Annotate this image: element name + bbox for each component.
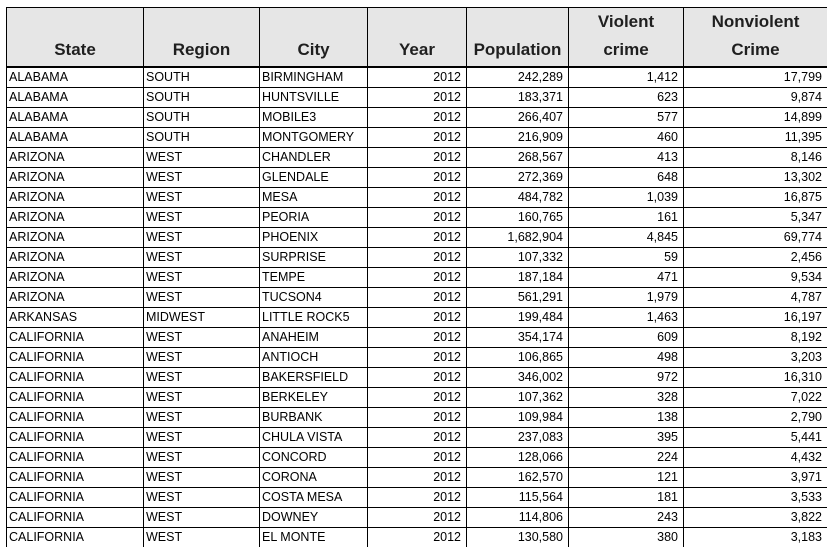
region-cell[interactable]: WEST	[144, 488, 260, 508]
population-cell[interactable]: 130,580	[467, 528, 569, 547]
population-cell[interactable]: 160,765	[467, 208, 569, 228]
nonviolent-crime-cell[interactable]: 3,971	[684, 468, 827, 488]
population-cell[interactable]: 216,909	[467, 128, 569, 148]
nonviolent-crime-cell[interactable]: 11,395	[684, 128, 827, 148]
table-row	[7, 468, 827, 488]
state-cell[interactable]: ARIZONA	[7, 268, 144, 288]
population-cell[interactable]: 242,289	[467, 67, 569, 88]
population-cell[interactable]: 107,362	[467, 388, 569, 408]
table-body	[7, 67, 827, 547]
year-cell[interactable]: 2012	[368, 128, 467, 148]
year-cell[interactable]: 2012	[368, 288, 467, 308]
table-row	[7, 128, 827, 148]
violent-crime-cell[interactable]: 161	[569, 208, 684, 228]
nonviolent-crime-cell[interactable]: 2,790	[684, 408, 827, 428]
nonviolent-crime-cell[interactable]: 4,432	[684, 448, 827, 468]
header-label-line1: Nonviolent	[711, 12, 800, 31]
state-cell[interactable]: CALIFORNIA	[7, 408, 144, 428]
city-cell[interactable]: TUCSON4	[260, 288, 368, 308]
state-cell[interactable]: CALIFORNIA	[7, 508, 144, 528]
region-cell[interactable]: SOUTH	[144, 67, 260, 88]
population-cell[interactable]: 128,066	[467, 448, 569, 468]
table-row	[7, 348, 827, 368]
table-row	[7, 428, 827, 448]
header-label-line2: City	[297, 40, 330, 59]
region-cell[interactable]: WEST	[144, 388, 260, 408]
violent-crime-cell[interactable]: 1,979	[569, 288, 684, 308]
state-cell[interactable]: CALIFORNIA	[7, 328, 144, 348]
header-label-line2: Crime	[731, 40, 780, 59]
table-row	[7, 408, 827, 428]
nonviolent-crime-cell[interactable]: 16,875	[684, 188, 827, 208]
header-cell-state[interactable]	[7, 8, 144, 68]
violent-crime-cell[interactable]: 181	[569, 488, 684, 508]
header-cell-year[interactable]	[368, 8, 467, 68]
state-cell[interactable]: ARIZONA	[7, 228, 144, 248]
header-row	[7, 8, 827, 68]
region-cell[interactable]: SOUTH	[144, 128, 260, 148]
year-cell[interactable]: 2012	[368, 388, 467, 408]
nonviolent-crime-cell[interactable]: 5,441	[684, 428, 827, 448]
violent-crime-cell[interactable]: 1,412	[569, 67, 684, 88]
nonviolent-crime-cell[interactable]: 2,456	[684, 248, 827, 268]
violent-crime-cell[interactable]: 471	[569, 268, 684, 288]
city-cell[interactable]: DOWNEY	[260, 508, 368, 528]
table-row	[7, 108, 827, 128]
data-table	[6, 7, 827, 547]
state-cell[interactable]: CALIFORNIA	[7, 528, 144, 547]
city-cell[interactable]: ANAHEIM	[260, 328, 368, 348]
violent-crime-cell[interactable]: 972	[569, 368, 684, 388]
header-cell-population[interactable]	[467, 8, 569, 68]
header-label-line1: Violent	[597, 12, 655, 31]
year-cell[interactable]: 2012	[368, 308, 467, 328]
region-cell[interactable]: WEST	[144, 368, 260, 388]
table-row	[7, 148, 827, 168]
population-cell[interactable]: 272,369	[467, 168, 569, 188]
region-cell[interactable]: WEST	[144, 168, 260, 188]
header-label-line2: Year	[399, 40, 435, 59]
state-cell[interactable]: ARIZONA	[7, 148, 144, 168]
region-cell[interactable]: SOUTH	[144, 108, 260, 128]
nonviolent-crime-cell[interactable]: 16,310	[684, 368, 827, 388]
state-cell[interactable]: CALIFORNIA	[7, 428, 144, 448]
violent-crime-cell[interactable]: 328	[569, 388, 684, 408]
region-cell[interactable]: WEST	[144, 348, 260, 368]
table-row	[7, 248, 827, 268]
violent-crime-cell[interactable]: 380	[569, 528, 684, 547]
city-cell[interactable]: CORONA	[260, 468, 368, 488]
year-cell[interactable]: 2012	[368, 268, 467, 288]
header-cell-nonviolent-crime[interactable]	[684, 8, 827, 68]
nonviolent-crime-cell[interactable]: 5,347	[684, 208, 827, 228]
year-cell[interactable]: 2012	[368, 448, 467, 468]
table-row	[7, 528, 827, 547]
year-cell[interactable]: 2012	[368, 148, 467, 168]
violent-crime-cell[interactable]: 648	[569, 168, 684, 188]
region-cell[interactable]: WEST	[144, 228, 260, 248]
population-cell[interactable]: 183,371	[467, 88, 569, 108]
year-cell[interactable]: 2012	[368, 67, 467, 88]
table-row	[7, 228, 827, 248]
year-cell[interactable]: 2012	[368, 528, 467, 547]
state-cell[interactable]: ARIZONA	[7, 288, 144, 308]
region-cell[interactable]: WEST	[144, 508, 260, 528]
city-cell[interactable]: HUNTSVILLE	[260, 88, 368, 108]
state-cell[interactable]: CALIFORNIA	[7, 488, 144, 508]
header-cell-violent-crime[interactable]	[569, 8, 684, 68]
city-cell[interactable]: GLENDALE	[260, 168, 368, 188]
nonviolent-crime-cell[interactable]: 8,192	[684, 328, 827, 348]
header-label-line2: crime	[603, 40, 649, 59]
table-row	[7, 168, 827, 188]
region-cell[interactable]: WEST	[144, 528, 260, 547]
city-cell[interactable]: BERKELEY	[260, 388, 368, 408]
table-row	[7, 328, 827, 348]
population-cell[interactable]: 199,484	[467, 308, 569, 328]
year-cell[interactable]: 2012	[368, 368, 467, 388]
nonviolent-crime-cell[interactable]: 14,899	[684, 108, 827, 128]
region-cell[interactable]: WEST	[144, 288, 260, 308]
table-row	[7, 508, 827, 528]
region-cell[interactable]: MIDWEST	[144, 308, 260, 328]
nonviolent-crime-cell[interactable]: 9,534	[684, 268, 827, 288]
state-cell[interactable]: ARKANSAS	[7, 308, 144, 328]
violent-crime-cell[interactable]: 498	[569, 348, 684, 368]
city-cell[interactable]: PHOENIX	[260, 228, 368, 248]
year-cell[interactable]: 2012	[368, 508, 467, 528]
violent-crime-cell[interactable]: 609	[569, 328, 684, 348]
violent-crime-cell[interactable]: 460	[569, 128, 684, 148]
year-cell[interactable]: 2012	[368, 488, 467, 508]
year-cell[interactable]: 2012	[368, 228, 467, 248]
state-cell[interactable]: ALABAMA	[7, 88, 144, 108]
year-cell[interactable]: 2012	[368, 328, 467, 348]
violent-crime-cell[interactable]: 623	[569, 88, 684, 108]
nonviolent-crime-cell[interactable]: 69,774	[684, 228, 827, 248]
nonviolent-crime-cell[interactable]: 16,197	[684, 308, 827, 328]
state-cell[interactable]: CALIFORNIA	[7, 388, 144, 408]
violent-crime-cell[interactable]: 138	[569, 408, 684, 428]
year-cell[interactable]: 2012	[368, 408, 467, 428]
nonviolent-crime-cell[interactable]: 8,146	[684, 148, 827, 168]
state-cell[interactable]: ARIZONA	[7, 188, 144, 208]
state-cell[interactable]: ARIZONA	[7, 248, 144, 268]
city-cell[interactable]: BAKERSFIELD	[260, 368, 368, 388]
year-cell[interactable]: 2012	[368, 428, 467, 448]
violent-crime-cell[interactable]: 577	[569, 108, 684, 128]
nonviolent-crime-cell[interactable]: 13,302	[684, 168, 827, 188]
nonviolent-crime-cell[interactable]: 4,787	[684, 288, 827, 308]
year-cell[interactable]: 2012	[368, 88, 467, 108]
population-cell[interactable]: 346,002	[467, 368, 569, 388]
region-cell[interactable]: WEST	[144, 428, 260, 448]
population-cell[interactable]: 354,174	[467, 328, 569, 348]
violent-crime-cell[interactable]: 121	[569, 468, 684, 488]
nonviolent-crime-cell[interactable]: 3,183	[684, 528, 827, 547]
region-cell[interactable]: WEST	[144, 468, 260, 488]
population-cell[interactable]: 187,184	[467, 268, 569, 288]
city-cell[interactable]: TEMPE	[260, 268, 368, 288]
city-cell[interactable]: BIRMINGHAM	[260, 67, 368, 88]
city-cell[interactable]: COSTA MESA	[260, 488, 368, 508]
city-cell[interactable]: PEORIA	[260, 208, 368, 228]
city-cell[interactable]: CHULA VISTA	[260, 428, 368, 448]
state-cell[interactable]: CALIFORNIA	[7, 448, 144, 468]
violent-crime-cell[interactable]: 224	[569, 448, 684, 468]
violent-crime-cell[interactable]: 4,845	[569, 228, 684, 248]
region-cell[interactable]: WEST	[144, 208, 260, 228]
violent-crime-cell[interactable]: 413	[569, 148, 684, 168]
region-cell[interactable]: WEST	[144, 408, 260, 428]
city-cell[interactable]: CONCORD	[260, 448, 368, 468]
violent-crime-cell[interactable]: 1,463	[569, 308, 684, 328]
state-cell[interactable]: ALABAMA	[7, 128, 144, 148]
region-cell[interactable]: WEST	[144, 188, 260, 208]
table-row	[7, 448, 827, 468]
region-cell[interactable]: SOUTH	[144, 88, 260, 108]
table-row	[7, 288, 827, 308]
table-row	[7, 88, 827, 108]
city-cell[interactable]: EL MONTE	[260, 528, 368, 547]
year-cell[interactable]: 2012	[368, 468, 467, 488]
year-cell[interactable]: 2012	[368, 108, 467, 128]
city-cell[interactable]: MESA	[260, 188, 368, 208]
population-cell[interactable]: 114,806	[467, 508, 569, 528]
population-cell[interactable]: 109,984	[467, 408, 569, 428]
year-cell[interactable]: 2012	[368, 168, 467, 188]
region-cell[interactable]: WEST	[144, 148, 260, 168]
city-cell[interactable]: MONTGOMERY	[260, 128, 368, 148]
table-row	[7, 388, 827, 408]
region-cell[interactable]: WEST	[144, 328, 260, 348]
city-cell[interactable]: LITTLE ROCK5	[260, 308, 368, 328]
state-cell[interactable]: ARIZONA	[7, 168, 144, 188]
state-cell[interactable]: CALIFORNIA	[7, 368, 144, 388]
city-cell[interactable]: SURPRISE	[260, 248, 368, 268]
table-row	[7, 488, 827, 508]
city-cell[interactable]: BURBANK	[260, 408, 368, 428]
table-row	[7, 368, 827, 388]
state-cell[interactable]: CALIFORNIA	[7, 468, 144, 488]
table-row	[7, 67, 827, 88]
population-cell[interactable]: 237,083	[467, 428, 569, 448]
table-row	[7, 188, 827, 208]
population-cell[interactable]: 561,291	[467, 288, 569, 308]
population-cell[interactable]: 484,782	[467, 188, 569, 208]
population-cell[interactable]: 266,407	[467, 108, 569, 128]
year-cell[interactable]: 2012	[368, 248, 467, 268]
header-cell-region[interactable]	[144, 8, 260, 68]
population-cell[interactable]: 106,865	[467, 348, 569, 368]
population-cell[interactable]: 1,682,904	[467, 228, 569, 248]
year-cell[interactable]: 2012	[368, 348, 467, 368]
violent-crime-cell[interactable]: 1,039	[569, 188, 684, 208]
header-cell-city[interactable]	[260, 8, 368, 68]
table-row	[7, 268, 827, 288]
region-cell[interactable]: WEST	[144, 268, 260, 288]
state-cell[interactable]: ALABAMA	[7, 67, 144, 88]
violent-crime-cell[interactable]: 395	[569, 428, 684, 448]
city-cell[interactable]: MOBILE3	[260, 108, 368, 128]
nonviolent-crime-cell[interactable]: 3,203	[684, 348, 827, 368]
header-label-line2: State	[54, 40, 96, 59]
table-header	[7, 8, 827, 68]
state-cell[interactable]: CALIFORNIA	[7, 348, 144, 368]
region-cell[interactable]: WEST	[144, 248, 260, 268]
year-cell[interactable]: 2012	[368, 208, 467, 228]
table-row	[7, 208, 827, 228]
year-cell[interactable]: 2012	[368, 188, 467, 208]
table-row	[7, 308, 827, 328]
header-label-line2: Population	[473, 40, 562, 59]
violent-crime-cell[interactable]: 59	[569, 248, 684, 268]
population-cell[interactable]: 268,567	[467, 148, 569, 168]
population-cell[interactable]: 162,570	[467, 468, 569, 488]
header-label-line2: Region	[172, 40, 231, 59]
state-cell[interactable]: ARIZONA	[7, 208, 144, 228]
state-cell[interactable]: ALABAMA	[7, 108, 144, 128]
nonviolent-crime-cell[interactable]: 3,822	[684, 508, 827, 528]
city-cell[interactable]: ANTIOCH	[260, 348, 368, 368]
nonviolent-crime-cell[interactable]: 3,533	[684, 488, 827, 508]
city-cell[interactable]: CHANDLER	[260, 148, 368, 168]
region-cell[interactable]: WEST	[144, 448, 260, 468]
nonviolent-crime-cell[interactable]: 7,022	[684, 388, 827, 408]
population-cell[interactable]: 115,564	[467, 488, 569, 508]
nonviolent-crime-cell[interactable]: 9,874	[684, 88, 827, 108]
nonviolent-crime-cell[interactable]: 17,799	[684, 67, 827, 88]
population-cell[interactable]: 107,332	[467, 248, 569, 268]
violent-crime-cell[interactable]: 243	[569, 508, 684, 528]
